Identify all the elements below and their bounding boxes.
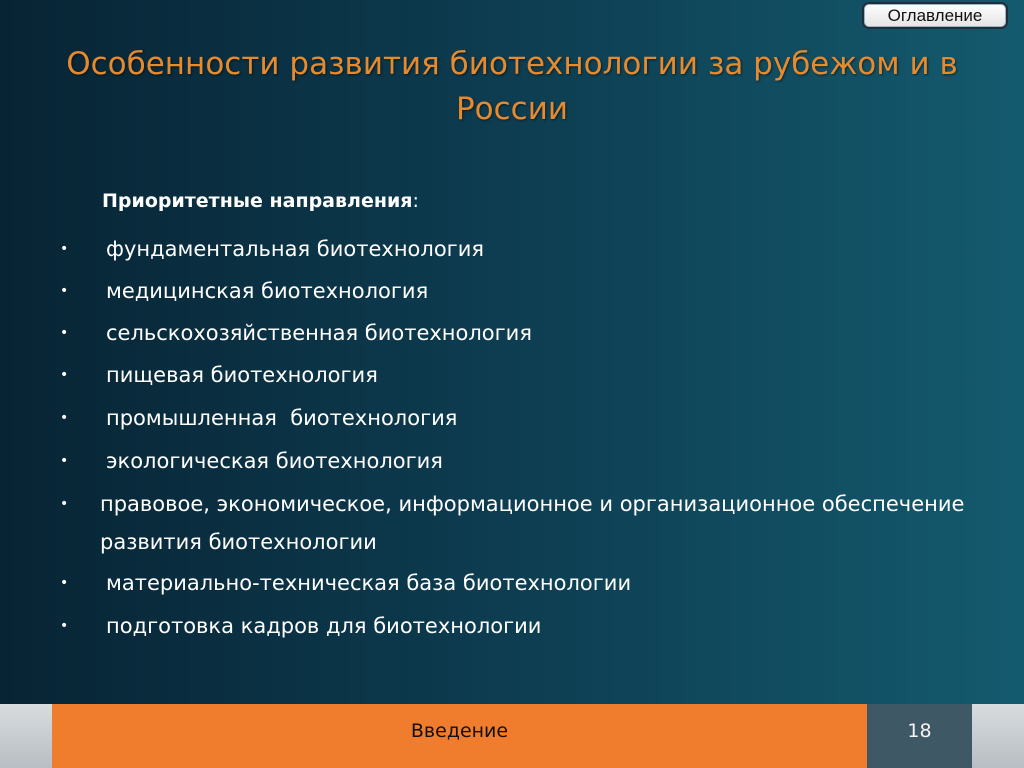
subheading bbox=[102, 186, 419, 216]
footer-section-label[interactable]: Введение bbox=[410, 720, 509, 742]
subheading-text: Приоритетные направления bbox=[102, 190, 413, 212]
bullet-icon: • bbox=[60, 410, 69, 426]
bullet-icon: • bbox=[60, 241, 69, 257]
list-item-text: правовое, экономическое, информационное и организационное обеспечение развития биотехнологии bbox=[100, 492, 965, 554]
page-number: 18 bbox=[907, 720, 932, 742]
bullet-icon: • bbox=[60, 367, 69, 383]
toc-button[interactable]: Оглавление bbox=[862, 2, 1008, 29]
bullet-icon: • bbox=[60, 283, 69, 299]
bullet-icon: • bbox=[60, 496, 69, 512]
list-item-text: фундаментальная биотехнология bbox=[106, 237, 484, 261]
footer-right-panel bbox=[972, 704, 1024, 768]
list-item-text: подготовка кадров для биотехнологии bbox=[106, 614, 542, 638]
bullet-icon: • bbox=[60, 618, 69, 634]
bullet-icon: • bbox=[60, 325, 69, 341]
footer-left-panel bbox=[0, 704, 52, 768]
bullet-icon: • bbox=[60, 453, 69, 469]
list-item-text: материально-техническая база биотехнологии bbox=[106, 571, 632, 595]
slide-title: Особенности развития биотехнологии за рубежом и в России bbox=[66, 46, 958, 127]
list-item-text: медицинская биотехнология bbox=[106, 279, 429, 303]
list-item-text: промышленная биотехнология bbox=[106, 406, 458, 430]
list-item-text: пищевая биотехнология bbox=[106, 363, 378, 387]
list-item-text: экологическая биотехнология bbox=[106, 449, 443, 473]
list-item-text: сельскохозяйственная биотехнология bbox=[106, 321, 532, 345]
bullet-icon: • bbox=[60, 575, 69, 591]
subheading-colon: : bbox=[412, 190, 419, 212]
